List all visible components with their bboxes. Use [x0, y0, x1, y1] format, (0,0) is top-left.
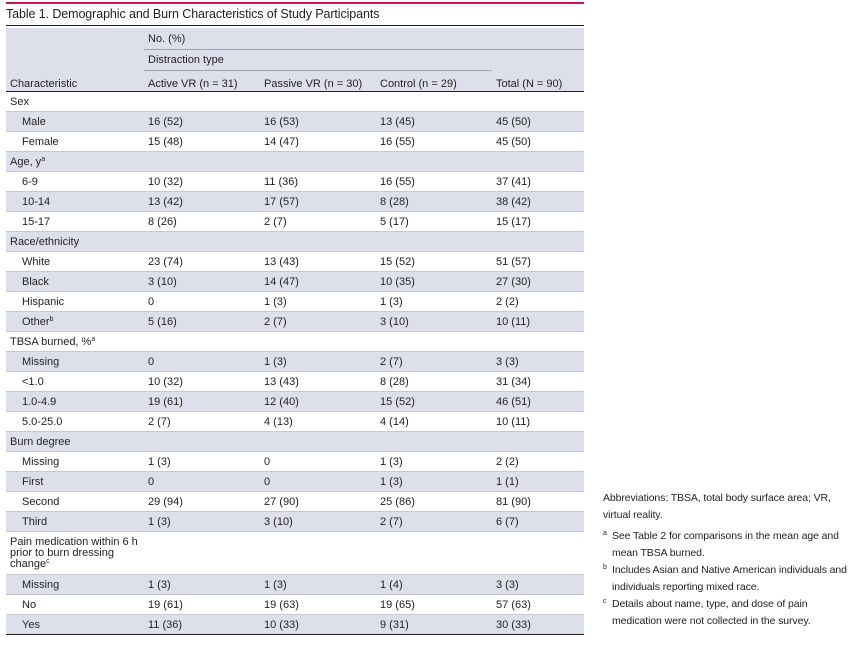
- value-cell: 27 (90): [260, 492, 376, 512]
- value-cell: [376, 92, 492, 112]
- value-cell: 5 (16): [144, 312, 260, 332]
- header-spacer: [6, 28, 144, 50]
- value-cell: [492, 152, 584, 172]
- footnote-a: [603, 528, 858, 562]
- value-cell: 1 (3): [144, 512, 260, 532]
- category-label-cell: [6, 152, 144, 172]
- value-cell: 5 (17): [376, 212, 492, 232]
- value-cell: 10 (32): [144, 372, 260, 392]
- category-row: [6, 432, 584, 452]
- row-label: Missing: [22, 355, 60, 368]
- table-title: Table 1. Demographic and Burn Characteristics of Study Participants: [6, 7, 380, 21]
- row-label-cell: [6, 512, 144, 532]
- row-label: Race/ethnicity: [10, 235, 80, 248]
- row-label: Female: [22, 135, 59, 148]
- table-row: [6, 392, 584, 412]
- row-label-cell: [6, 272, 144, 292]
- category-row: [6, 152, 584, 172]
- value-cell: 19 (61): [144, 595, 260, 615]
- value-cell: 15 (52): [376, 252, 492, 272]
- value-cell: [492, 332, 584, 352]
- value-cell: 1 (3): [376, 292, 492, 312]
- value-cell: 1 (3): [260, 352, 376, 372]
- value-cell: 23 (74): [144, 252, 260, 272]
- header-spacer: [6, 50, 144, 71]
- row-label: 10-14: [22, 195, 51, 208]
- category-row: [6, 232, 584, 252]
- value-cell: [144, 432, 260, 452]
- value-cell: 1 (3): [376, 452, 492, 472]
- category-row: [6, 332, 584, 352]
- value-cell: 0: [260, 452, 376, 472]
- value-cell: 16 (55): [376, 132, 492, 152]
- row-label-cell: [6, 132, 144, 152]
- row-label-cell: [6, 595, 144, 615]
- value-cell: 3 (10): [144, 272, 260, 292]
- footnote-marker: a: [41, 155, 46, 163]
- value-cell: [376, 432, 492, 452]
- row-label: Other: [22, 315, 50, 328]
- table-row: [6, 492, 584, 512]
- value-cell: [492, 432, 584, 452]
- row-label-cell: [6, 292, 144, 312]
- footnote-marker: a: [91, 335, 96, 343]
- value-cell: [376, 152, 492, 172]
- row-label-cell: [6, 615, 144, 635]
- row-label-cell: [6, 575, 144, 595]
- value-cell: [376, 532, 492, 575]
- value-cell: 19 (65): [376, 595, 492, 615]
- row-label-cell: [6, 352, 144, 372]
- value-cell: 8 (28): [376, 192, 492, 212]
- value-cell: 1 (4): [376, 575, 492, 595]
- value-cell: 13 (42): [144, 192, 260, 212]
- row-label: Age, y: [10, 155, 42, 168]
- table-row: [6, 132, 584, 152]
- table-header: [6, 28, 584, 92]
- footnote-marker: c: [46, 558, 50, 565]
- value-cell: 6 (7): [492, 512, 584, 532]
- value-cell: 14 (47): [260, 272, 376, 292]
- value-cell: 0: [144, 292, 260, 312]
- table-row: [6, 172, 584, 192]
- value-cell: 19 (63): [260, 595, 376, 615]
- value-cell: 13 (45): [376, 112, 492, 132]
- value-cell: [260, 232, 376, 252]
- table-row: [6, 212, 584, 232]
- value-cell: 2 (2): [492, 292, 584, 312]
- demographics-table: [6, 28, 584, 635]
- value-cell: 2 (7): [260, 212, 376, 232]
- value-cell: 27 (30): [492, 272, 584, 292]
- value-cell: [260, 532, 376, 575]
- row-label: Yes: [22, 618, 40, 631]
- value-cell: 16 (55): [376, 172, 492, 192]
- value-cell: [260, 92, 376, 112]
- value-cell: 2 (7): [144, 412, 260, 432]
- table-row: [6, 312, 584, 332]
- footnote-b: [603, 562, 858, 596]
- row-label: White: [22, 255, 51, 268]
- row-label: Missing: [22, 455, 60, 468]
- value-cell: 10 (35): [376, 272, 492, 292]
- value-cell: [144, 232, 260, 252]
- value-cell: [144, 92, 260, 112]
- row-label: Third: [22, 515, 48, 528]
- category-label-cell: [6, 232, 144, 252]
- value-cell: 2 (7): [260, 312, 376, 332]
- value-cell: 15 (48): [144, 132, 260, 152]
- value-cell: 8 (26): [144, 212, 260, 232]
- row-label-cell: [6, 172, 144, 192]
- footnote-marker: b: [49, 315, 54, 323]
- title-rule: [6, 25, 584, 26]
- category-label-cell: [6, 332, 144, 352]
- value-cell: 9 (31): [376, 615, 492, 635]
- footnote-text: See Table 2 for comparisons in the mean age and mean TBSA burned.: [612, 530, 839, 559]
- category-row: [6, 92, 584, 112]
- row-label: First: [22, 475, 44, 488]
- table-footnotes: [603, 490, 858, 630]
- category-label-cell: [6, 432, 144, 452]
- value-cell: 38 (42): [492, 192, 584, 212]
- value-cell: 15 (52): [376, 392, 492, 412]
- value-cell: [260, 432, 376, 452]
- value-cell: 10 (11): [492, 312, 584, 332]
- category-label-cell: [6, 92, 144, 112]
- value-cell: 1 (3): [376, 472, 492, 492]
- category-row: [6, 532, 584, 575]
- category-label-cell: [6, 532, 144, 575]
- value-cell: 13 (43): [260, 372, 376, 392]
- footnote-c: [603, 596, 858, 630]
- row-label-cell: [6, 412, 144, 432]
- footnote-text: Includes Asian and Native American individuals and individuals reporting mixed race.: [612, 564, 847, 593]
- value-cell: 4 (13): [260, 412, 376, 432]
- value-cell: 1 (1): [492, 472, 584, 492]
- value-cell: 3 (3): [492, 575, 584, 595]
- value-cell: 10 (33): [260, 615, 376, 635]
- value-cell: 8 (28): [376, 372, 492, 392]
- table-row: [6, 615, 584, 635]
- row-label-cell: [6, 312, 144, 332]
- value-cell: 57 (63): [492, 595, 584, 615]
- row-label: Pain medication within 6 h prior to burn dressing change: [10, 536, 138, 570]
- value-cell: 0: [260, 472, 376, 492]
- footnote-mark: a: [603, 530, 607, 537]
- row-label: Black: [22, 275, 49, 288]
- value-cell: 17 (57): [260, 192, 376, 212]
- value-cell: [492, 532, 584, 575]
- value-cell: 45 (50): [492, 132, 584, 152]
- row-label-cell: [6, 452, 144, 472]
- value-cell: 16 (53): [260, 112, 376, 132]
- value-cell: 30 (33): [492, 615, 584, 635]
- row-label: Sex: [10, 95, 29, 108]
- table-row: [6, 352, 584, 372]
- value-cell: [492, 232, 584, 252]
- row-label: No: [22, 598, 37, 611]
- value-cell: 1 (3): [260, 292, 376, 312]
- value-cell: [260, 332, 376, 352]
- row-label: Hispanic: [22, 295, 65, 308]
- header-total: Total (N = 90): [492, 71, 584, 92]
- value-cell: 3 (10): [376, 312, 492, 332]
- table-row: [6, 412, 584, 432]
- row-label-cell: [6, 112, 144, 132]
- value-cell: 0: [144, 472, 260, 492]
- header-no-pct: No. (%): [144, 28, 584, 50]
- value-cell: 12 (40): [260, 392, 376, 412]
- value-cell: [144, 532, 260, 575]
- row-label-cell: [6, 472, 144, 492]
- value-cell: 16 (52): [144, 112, 260, 132]
- footnote-mark: c: [603, 598, 607, 605]
- table-row: [6, 192, 584, 212]
- table-body: [6, 92, 584, 635]
- footnote-text: Details about name, type, and dose of pain medication were not collected in the survey.: [612, 598, 811, 627]
- header-active-vr: Active VR (n = 31): [144, 71, 260, 92]
- row-label: 1.0-4.9: [22, 395, 57, 408]
- value-cell: 31 (34): [492, 372, 584, 392]
- value-cell: [376, 232, 492, 252]
- value-cell: 3 (3): [492, 352, 584, 372]
- row-label-cell: [6, 252, 144, 272]
- row-label-cell: [6, 372, 144, 392]
- table-row: [6, 512, 584, 532]
- value-cell: 37 (41): [492, 172, 584, 192]
- value-cell: 1 (3): [144, 452, 260, 472]
- table-row: [6, 595, 584, 615]
- row-label: Second: [22, 495, 60, 508]
- value-cell: 81 (90): [492, 492, 584, 512]
- header-spacer: [492, 50, 584, 71]
- header-control: Control (n = 29): [376, 71, 492, 92]
- footnote-mark: b: [603, 564, 607, 571]
- value-cell: 2 (2): [492, 452, 584, 472]
- row-label: 6-9: [22, 175, 38, 188]
- table-row: [6, 372, 584, 392]
- header-characteristic: Characteristic: [6, 71, 144, 92]
- table-row: [6, 292, 584, 312]
- value-cell: [376, 332, 492, 352]
- value-cell: 2 (7): [376, 352, 492, 372]
- table-row: [6, 252, 584, 272]
- value-cell: 15 (17): [492, 212, 584, 232]
- footnote-abbreviations: Abbreviations: TBSA, total body surface area; VR, virtual reality.: [603, 492, 831, 521]
- title-accent-rule: [6, 2, 584, 4]
- row-label: Burn degree: [10, 435, 71, 448]
- row-label-cell: [6, 492, 144, 512]
- value-cell: 29 (94): [144, 492, 260, 512]
- row-label: TBSA burned, %: [10, 335, 92, 348]
- table-row: [6, 272, 584, 292]
- header-distraction-type: Distraction type: [144, 50, 492, 71]
- value-cell: 11 (36): [144, 615, 260, 635]
- row-label-cell: [6, 392, 144, 412]
- value-cell: 45 (50): [492, 112, 584, 132]
- row-label: 5.0-25.0: [22, 415, 63, 428]
- value-cell: [144, 332, 260, 352]
- value-cell: 10 (32): [144, 172, 260, 192]
- header-passive-vr: Passive VR (n = 30): [260, 71, 376, 92]
- value-cell: 4 (14): [376, 412, 492, 432]
- value-cell: [260, 152, 376, 172]
- value-cell: 3 (10): [260, 512, 376, 532]
- value-cell: 14 (47): [260, 132, 376, 152]
- value-cell: 11 (36): [260, 172, 376, 192]
- value-cell: 46 (51): [492, 392, 584, 412]
- value-cell: 19 (61): [144, 392, 260, 412]
- table-row: [6, 452, 584, 472]
- row-label: 15-17: [22, 215, 51, 228]
- value-cell: 1 (3): [260, 575, 376, 595]
- value-cell: 51 (57): [492, 252, 584, 272]
- row-label-cell: [6, 192, 144, 212]
- table-row: [6, 472, 584, 492]
- table-row: [6, 575, 584, 595]
- table-row: [6, 112, 584, 132]
- value-cell: 13 (43): [260, 252, 376, 272]
- value-cell: 2 (7): [376, 512, 492, 532]
- row-label: Male: [22, 115, 46, 128]
- value-cell: [492, 92, 584, 112]
- value-cell: 25 (86): [376, 492, 492, 512]
- value-cell: [144, 152, 260, 172]
- row-label: Missing: [22, 578, 60, 591]
- row-label: <1.0: [22, 375, 44, 388]
- value-cell: 10 (11): [492, 412, 584, 432]
- row-label-cell: [6, 212, 144, 232]
- value-cell: 1 (3): [144, 575, 260, 595]
- value-cell: 0: [144, 352, 260, 372]
